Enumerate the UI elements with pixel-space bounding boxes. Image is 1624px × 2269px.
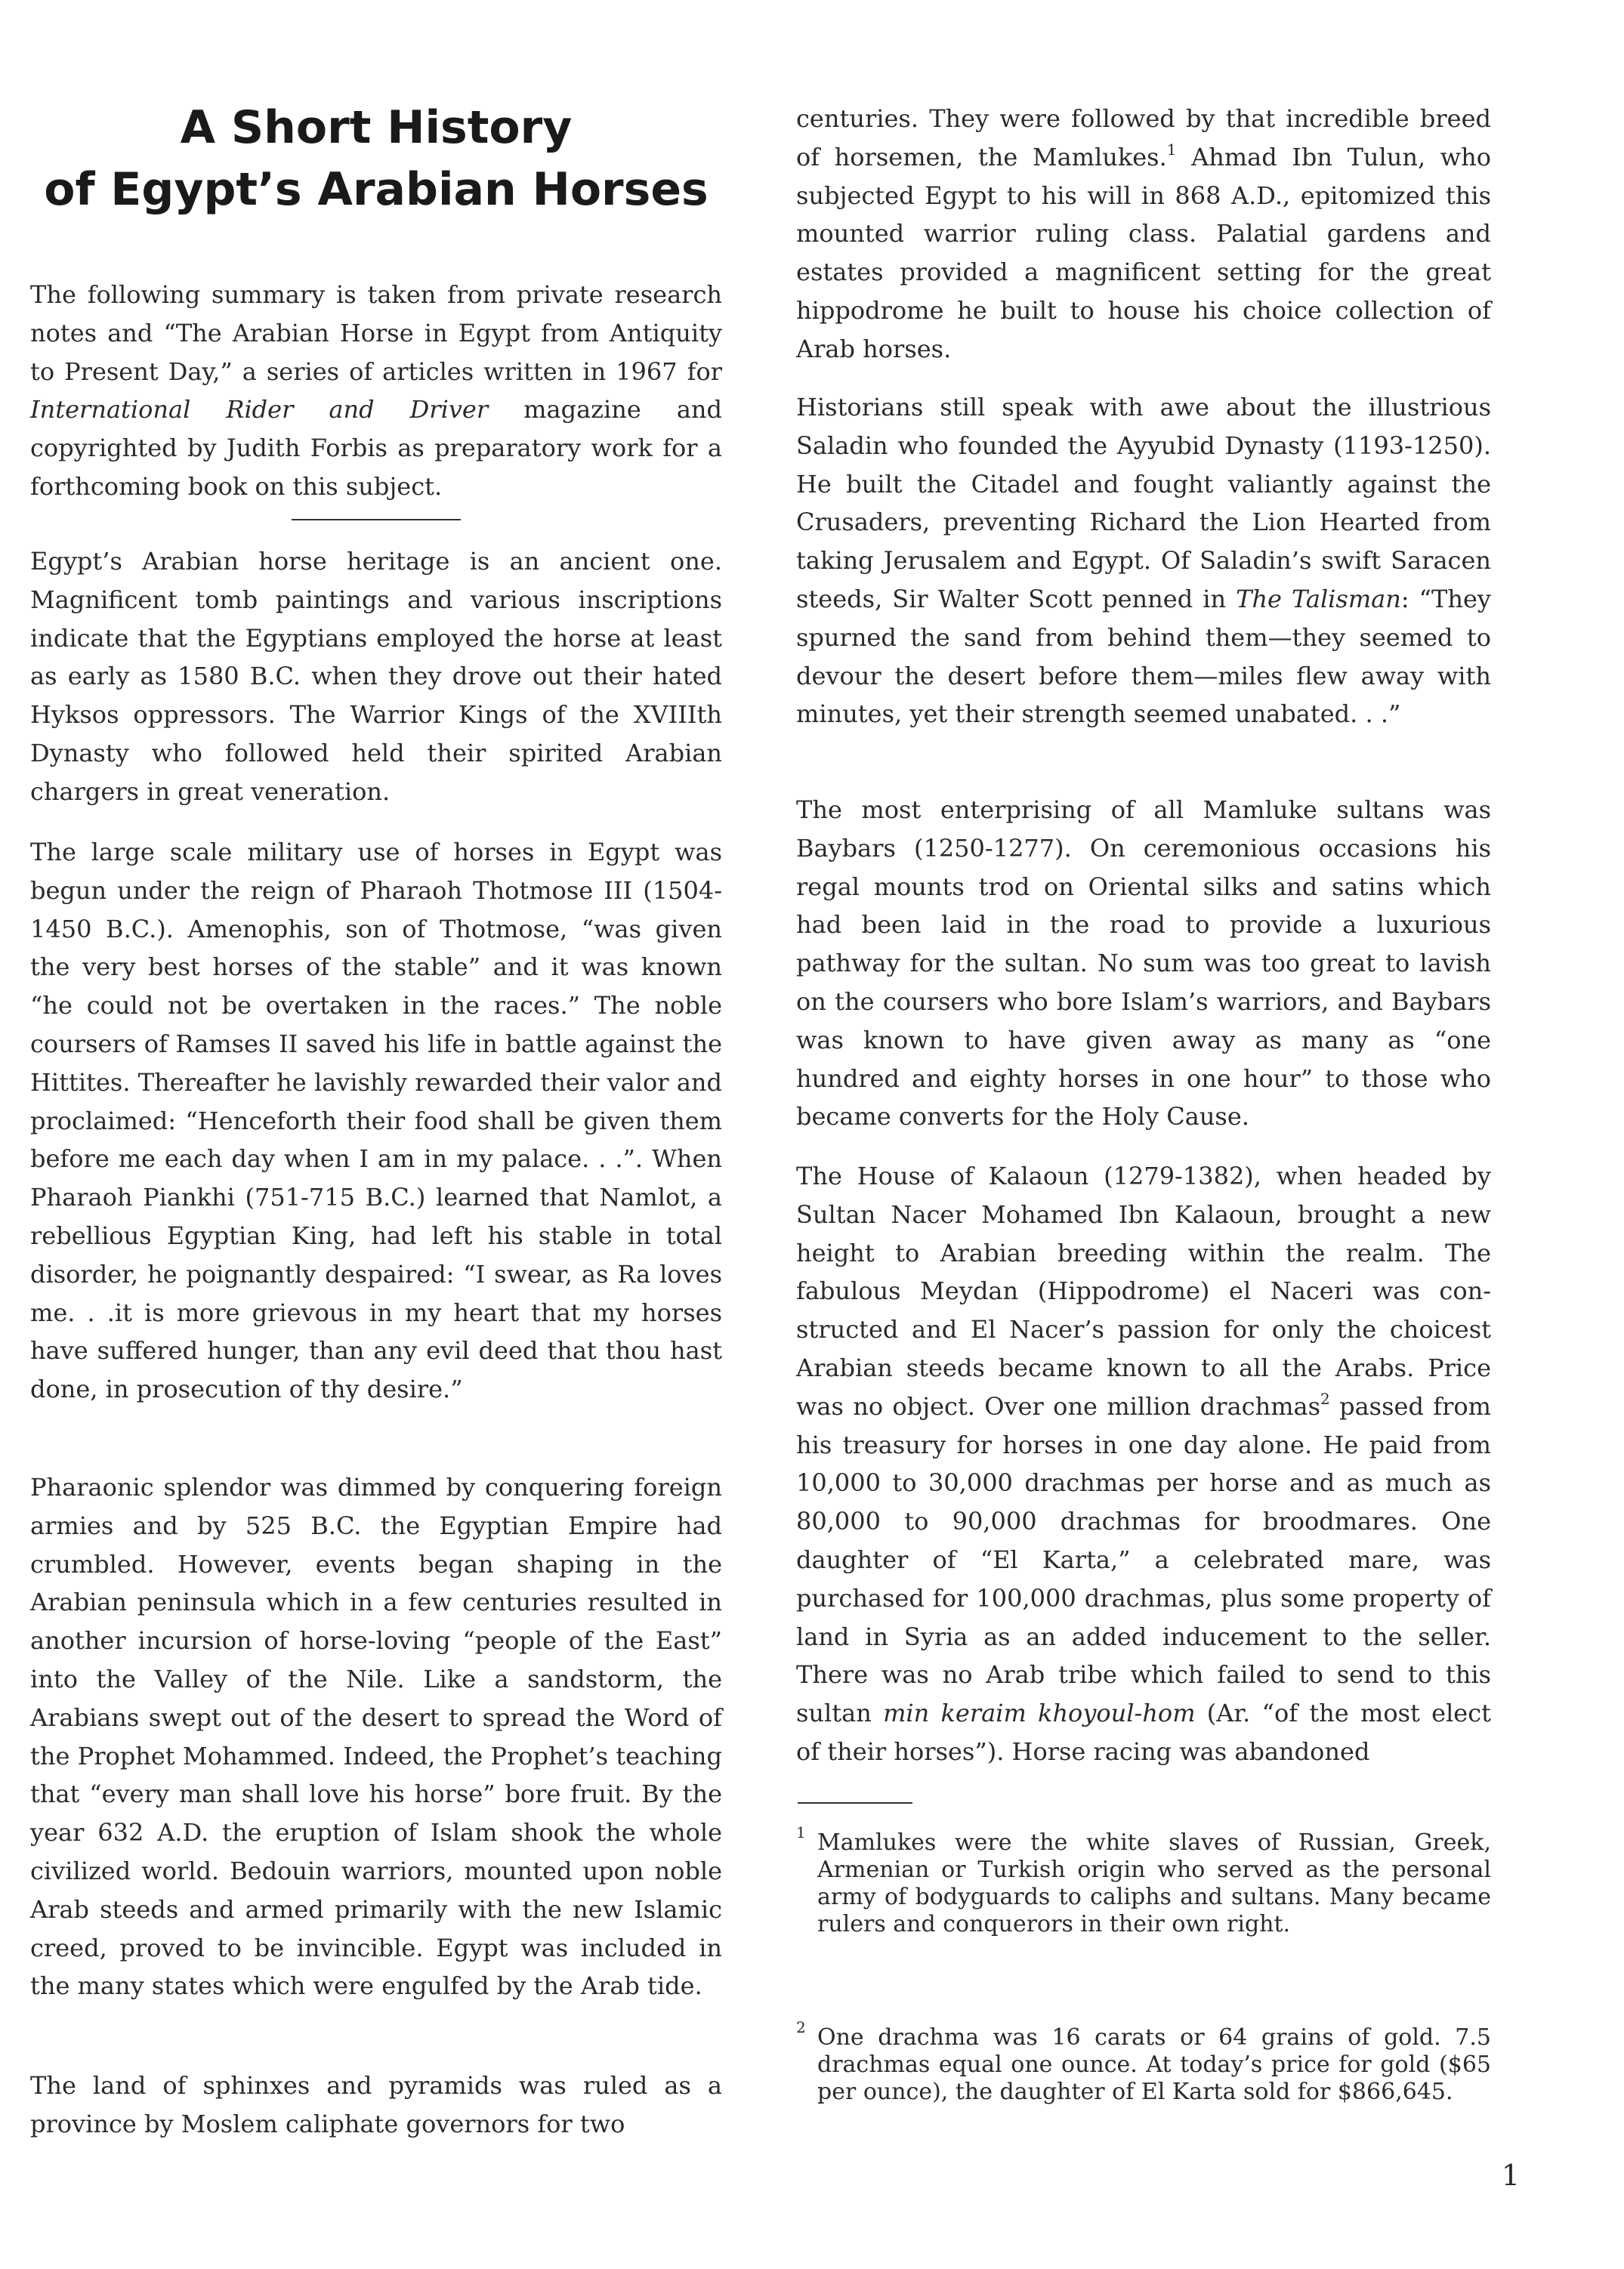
footnote-ref-1[interactable]: 1	[1166, 140, 1177, 159]
paragraph-heritage: Egypt’s Arabian horse heritage is an ancient one. Magnificent tomb paintings and various inscriptions indicate that the Egyptians employed the horse at least as early as 1580 B.C. when they drove out their hated Hyksos oppressors. The Warrior Kings of the XVIIIth Dynasty who followed held their spirited Arabian chargers in great veneration.	[30, 547, 722, 806]
title-line-2: of Egypt’s Arabian Horses	[44, 163, 709, 216]
footnote-1-mark: 1	[796, 1823, 806, 1841]
paragraph-pharaonic-splendor: Pharaonic splendor was dimmed by conquering foreign armies and by 525 B.C. the Egyptian Empire had crumbled. However, events began shaping in the Arabian peninsula which in a few centuries resulted in another incursion of horse-loving “people of the East” into the Valley of the Nile. Like a sandstorm, the Arabians swept out of the desert to spread the Word of the Prophet Mohammed. Indeed, the Prophet’s teaching that “every man shall love his horse” bore fruit. By the year 632 A.D. the eruption of Islam shook the whole civilized world. Bedouin warriors, mounted upon noble Arab steeds and armed primarily with the new Islamic creed, proved to be invincible. Egypt was included in the many states which were engulfed by the Arab tide.	[30, 1473, 722, 2001]
paragraph-saladin: Historians still speak with awe about the illustrious Saladin who founded the Ayyubid Dynasty (1193-1250). He built the Citadel and fought valiantly against the Crusaders, preventing Richard the Lion Hearted from taking Jerusalem and Egypt. Of Saladin’s swift Saracen steeds, Sir Walter Scott penned in The Talisman: “They spurned the sand from behind them—they seemed to devour the desert before them—miles flew away with minutes, yet their strength seemed unabated. . .”	[796, 393, 1492, 729]
section-divider	[292, 519, 461, 520]
paragraph-kalaoun: The House of Kalaoun (1279-1382), when headed by Sultan Nacer Mohamed Ibn Kalaoun, brought a new height to Arabian breeding within the realm. The fabulous Meydan (Hippodrome) el Naceri was constructed and El Nacer’s passion for only the choicest Arabian steeds became known to all the Arabs. Price was no object. Over one million drachmas$^2$ passed from his treasury for horses in one day alone. He paid from 10,000 to 30,000 drachmas per horse and as much as 80,000 to 90,000 drachmas for broodmares. One daughter of “El Karta,” a celebrated mare, was purchased for 100,000 drachmas, plus some property of land in Syria as an added inducement to the seller. There was no Arab tribe which failed to send to this sultan min keraim khoyoul-hom (Ar. “of the most elect of their horses”). Horse racing was abandoned	[796, 1162, 1492, 1766]
page-number: 1	[1501, 2159, 1520, 2192]
footnote-2-mark: 2	[796, 2018, 806, 2036]
article-title	[30, 97, 722, 221]
paragraph-mamlukes: centuries. They were followed by that incredible breed of horsemen, the Mamlukes.$^1$ Ahmad Ibn Tulun, who subjected Egypt to his will in 868 A.D., epitomized this mounted warrior ruling class. Palatial gardens and estates provided a magnificent setting for the great hippodrome he built to house his choice collection of Arab horses.	[796, 104, 1492, 363]
footnote-divider	[798, 1802, 912, 1804]
footnote-1	[796, 1823, 1491, 1938]
paragraph-baybars: The most enterprising of all Mamluke sultans was Baybars (1250-1277). On ceremonious occasions his regal mounts trod on Oriental silks and satins which had been laid in the road to provide a luxurious pathway for the sultan. No sum was too great to lavish on the coursers who bore Islam’s warriors, and Baybars was known to have given away as many as “one hundred and eighty horses in one hour” to those who became converts for the Holy Cause.	[796, 795, 1491, 1131]
title-line-1: A Short History	[180, 101, 573, 154]
footnote-ref-2[interactable]: 2	[1320, 1389, 1330, 1408]
magazine-title: International Rider and Driver	[30, 395, 489, 424]
footnote-1-text: Mamlukes were the white slaves of Russian, Greek, Armenian or Turkish origin who served as the personal army of bodyguards to caliphs and sultans. Many became rulers and conquerors in their own right.	[817, 1829, 1491, 1937]
intro-paragraph: The following summary is taken from private research notes and “The Arabian Horse in Egypt from Antiquity to Present Day,” a series of articles written in 1967 for International Rider and Driver magazine and copyrighted by Judith Forbis as preparatory work for a forthcoming book on this subject.	[30, 280, 723, 501]
footnote-2	[796, 2018, 1491, 2106]
paragraph-sphinxes: The land of sphinxes and pyramids was ruled as a province by Moslem caliphate governors for two	[30, 2071, 722, 2138]
arabic-phrase: min keraim khoyoul-hom	[883, 1699, 1196, 1728]
footnote-2-text: One drachma was 16 carats or 64 grains of gold. 7.5 drachmas equal one ounce. At today’s price for gold ($65 per ounce), the daughter of El Karta sold for $866,645.	[817, 2024, 1491, 2105]
book-title: The Talisman	[1236, 584, 1401, 613]
paragraph-military-use: The large scale military use of horses in Egypt was begun under the reign of Pharaoh Thotmose III (1504-1450 B.C.). Amenophis, son of Thotmose, “was given the very best horses of the stable” and it was known “he could not be overtaken in the races.” The noble coursers of Ramses II saved his life in battle against the Hittites. Thereafter he lavishly rewarded their valor and proclaimed: “Henceforth their food shall be given them before me each day when I am in my palace. . .”. When Pharaoh Piankhi (751-715 B.C.) learned that Namlot, a rebellious Egyptian King, had left his stable in total disorder, he poignantly despaired: “I swear, as Ra loves me. . .it is more grievous in my heart that my horses have suffered hunger, than any evil deed that thou hast done, in prosecution of thy desire.”	[30, 838, 722, 1404]
